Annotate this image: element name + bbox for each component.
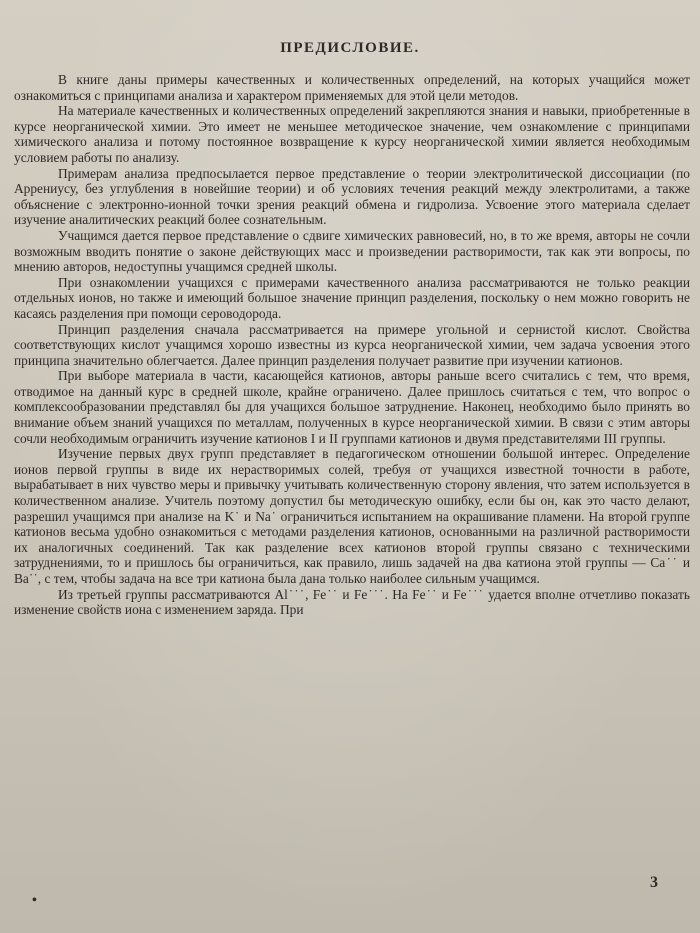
printer-mark: • xyxy=(32,893,37,908)
paragraph: Изучение первых двух групп представляет в педагогическом отношении большой интерес. Определение ионов первой группы в виде их нерастворимых солей, требуя от учащихся известной точности в работе, вырабатывает в них чувство меры и привычку учитывать количественную сторону явления, что затем используется в количественном анализе. Учитель поэтому допустил бы методическую ошибку, если бы он, как это часто делают, разрешил учащимся при анализе на K˙ и Na˙ ограничиться испытанием на окрашивание пламени. На второй группе катионов весьма удобно ознакомиться с методами разделения катионов, основанными на различной растворимости их аналогичных соединений. Так как разделение всех катионов второй группы связано с техническими затруднениями, то и пришлось бы ограничиться, как правило, лишь задачей на два катиона этой группы — Ca˙˙ и Ba˙˙, с тем, чтобы задача на все три катиона была дана только наиболее сильным учащимся. xyxy=(14,446,690,586)
paragraph: Из третьей группы рассматриваются Al˙˙˙, Fe˙˙ и Fe˙˙˙. На Fe˙˙ и Fe˙˙˙ удается вполне отчетливо показать изменение свойств иона с изменением заряда. При xyxy=(14,586,690,618)
paragraph: В книге даны примеры качественных и количественных определений, на которых учащийся может ознакомиться с принципами анализа и характером применяемых для этой цели методов. xyxy=(14,72,690,103)
page-number: 3 xyxy=(650,874,658,891)
paragraph: Примерам анализа предпосылается первое представление о теории электролитической диссоциации (по Аррениусу, без углубления в новейшие теории) и об условиях течения реакций между электролитами, а также объяснение с электронно-ионной точки зрения реакций обмена и гидролиза. Усвоение этого материала сделает изучение аналитических реакций более сознательным. xyxy=(14,165,690,228)
body-text xyxy=(14,72,690,618)
paragraph: При выборе материала в части, касающейся катионов, авторы раньше всего считались с тем, что время, отводимое на данный курс в средней школе, крайне ограничено. Далее пришлось считаться с тем, что вопрос о комплексообразовании представлял бы для учащихся большое затруднение. Наконец, необходимо было принять во внимание объем знаний учащихся по металлам, полученных в курсе неорганической химии. В связи с этим авторы сочли необходимым ограничить изучение катионов I и II группами катионов и двумя представителями III группы. xyxy=(14,368,690,446)
page-title: ПРЕДИСЛОВИЕ. xyxy=(280,40,420,56)
paragraph: Учащимся дается первое представление о сдвиге химических равновесий, но, в то же время, авторы не сочли возможным вводить понятие о законе действующих масс и произведении растворимости, так как эти вопросы, по мнению авторов, недоступны учащимся средней школы. xyxy=(14,227,690,275)
paragraph: На материале качественных и количественных определений закрепляются знания и навыки, приобретенные в курсе неорганической химии. Это имеет не меньшее методическое значение, чем ознакомление с принципами химического анализа и потому постоянное возвращение к курсу неорганической химии является необходимым условием работы по анализу. xyxy=(14,103,690,165)
paragraph: При ознакомлении учащихся с примерами качественного анализа рассматриваются не только реакции отдельных ионов, но также и имеющий большое значение принцип разделения, поскольку о нем можно говорить не касаясь разделения при помощи сероводорода. xyxy=(14,274,690,321)
paragraph: Принцип разделения сначала рассматривается на примере угольной и сернистой кислот. Свойства соответствующих кислот учащимся хорошо известны из курса неорганической химии, чем задача усвоения этого принципа значительно облегчается. Далее принцип разделения получает развитие при изучении катионов. xyxy=(14,321,690,368)
